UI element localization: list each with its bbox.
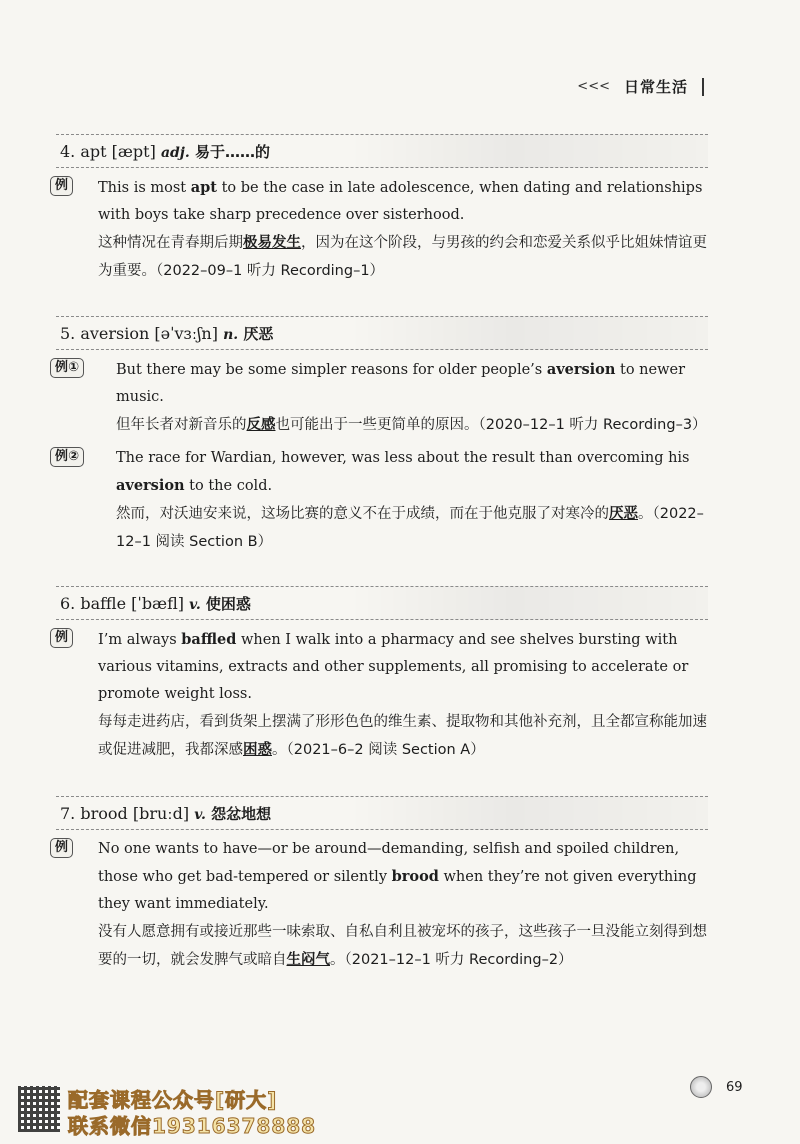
entry-apt [56, 134, 708, 285]
header-divider [702, 78, 704, 96]
example-tag: 例② [50, 447, 84, 467]
entry-aversion [56, 316, 708, 556]
example-tag: 例 [50, 838, 73, 858]
page-circle-icon [690, 1076, 712, 1098]
chapter-title: 日常生活 [623, 78, 688, 96]
example-english: I’m always baffled when I walk into a pharmacy and see shelves bursting with various vitamins, extracts and other supplements, all promising to accelerate or promote weight loss. [98, 631, 689, 702]
headword: 7. brood [bruːd] v. 怨忿地想 [56, 796, 708, 830]
example-tag: 例 [50, 176, 73, 196]
page-number: 69 [726, 1079, 743, 1095]
example-chinese: 但年长者对新音乐的反感也可能出于一些更简单的原因。（2020–12–1 听力 Recording–3） [116, 417, 707, 433]
header-arrows: <<< [577, 79, 610, 94]
example-tag: 例 [50, 628, 73, 648]
example-english: No one wants to have—or be around—demanding, selfish and spoiled children, those who get bad-tempered or silently brood when they’re not given everything they want immediately. [98, 841, 697, 912]
example-tag: 例① [50, 358, 84, 378]
headword: 5. aversion [əˈvɜːʃn] n. 厌恶 [56, 316, 708, 350]
example-english: The race for Wardian, however, was less about the result than overcoming his aversion to the cold. [116, 450, 690, 494]
example [56, 445, 708, 556]
example-chinese: 每每走进药店，看到货架上摆满了形形色色的维生素、提取物和其他补充剂，且全都宣称能加速或促进减肥，我都深感困惑。（2021–6–2 阅读 Section A） [98, 714, 707, 758]
headword: 6. baffle [ˈbæfl] v. 使困惑 [56, 586, 708, 620]
entry-brood [56, 796, 708, 974]
example-chinese: 然而，对沃迪安来说，这场比赛的意义不在于成绩，而在于他克服了对寒冷的厌恶。（2022–12–1 阅读 Section B） [116, 506, 704, 550]
example [56, 836, 708, 974]
example-chinese: 这种情况在青春期后期极易发生，因为在这个阶段，与男孩的约会和恋爱关系似乎比姐妹情谊更为重要。（2022–09–1 听力 Recording–1） [98, 235, 707, 279]
example-english: This is most apt to be the case in late adolescence, when dating and relationships with boys take sharp precedence over sisterhood. [98, 179, 703, 223]
page-footer [690, 1076, 743, 1098]
watermark-line-1: 配套课程公众号[研大] [68, 1088, 278, 1112]
watermark-line-2: 联系微信19316378888 [68, 1114, 317, 1138]
example-chinese: 没有人愿意拥有或接近那些一味索取、自私自利且被宠坏的孩子，这些孩子一旦没能立刻得到想要的一切，就会发脾气或暗自生闷气。（2021–12–1 听力 Recording–2） [98, 924, 707, 968]
headword: 4. apt [æpt] adj. 易于……的 [56, 134, 708, 168]
example [56, 174, 708, 285]
entry-baffle [56, 586, 708, 764]
example [56, 356, 708, 439]
example [56, 626, 708, 764]
qr-code-icon [18, 1086, 60, 1132]
example-english: But there may be some simpler reasons for older people’s aversion to newer music. [116, 361, 686, 405]
running-header [577, 76, 704, 97]
